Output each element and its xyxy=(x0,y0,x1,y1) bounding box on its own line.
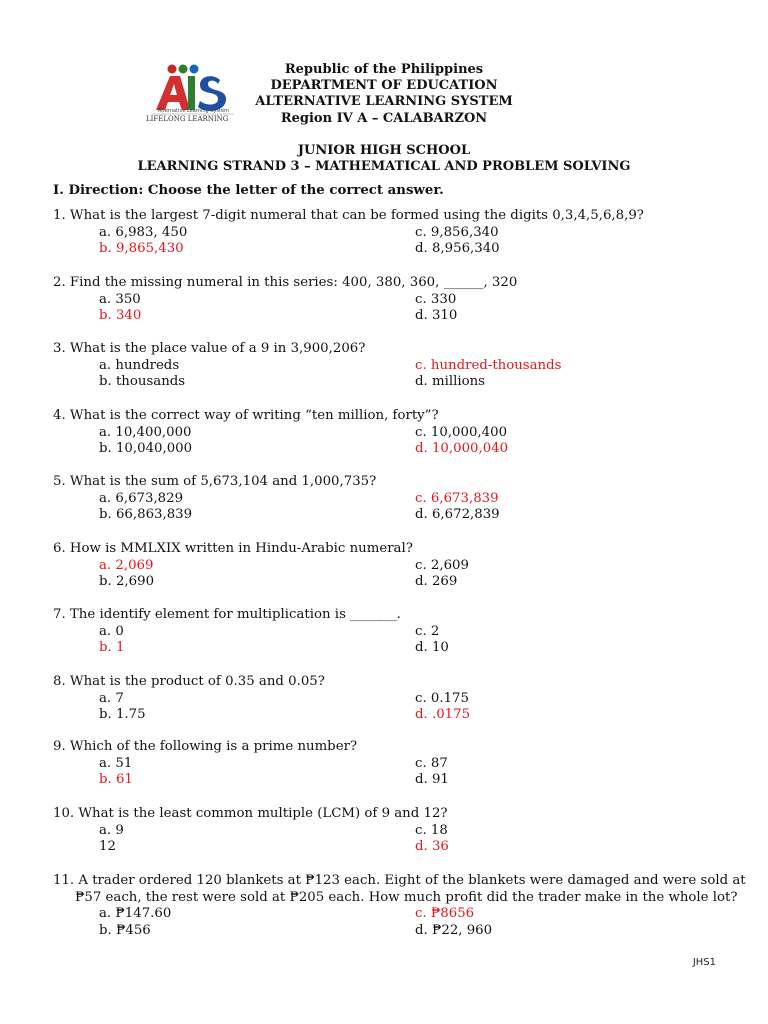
option-c: c. 87 xyxy=(415,755,448,771)
question-3 xyxy=(53,341,713,391)
header-als: ALTERNATIVE LEARNING SYSTEM xyxy=(255,94,513,110)
option-a: a. 9 xyxy=(99,822,124,838)
option-b: 12 xyxy=(99,839,116,855)
option-c: c. 330 xyxy=(415,291,457,307)
question-stem: 11. A trader ordered 120 blankets at ₱123 each. Eight of the blankets were damaged and were sold at xyxy=(53,873,746,888)
option-d: d. 269 xyxy=(415,574,458,590)
question-stem: 2. Find the missing numeral in this series: 400, 380, 360, ______, 320 xyxy=(53,275,518,290)
option-c: c. 2,609 xyxy=(415,557,469,573)
question-9 xyxy=(53,739,713,789)
option-d: d. ₱22, 960 xyxy=(415,922,493,938)
question-stem: 3. What is the place value of a 9 in 3,900,206? xyxy=(53,341,366,356)
question-stem: 7. The identify element for multiplication is _______. xyxy=(53,607,401,622)
page-footer-code: JHS1 xyxy=(692,957,716,968)
option-c: c. 2 xyxy=(415,623,440,639)
header-republic: Republic of the Philippines xyxy=(284,62,484,77)
option-c-correct: c. ₱8656 xyxy=(415,906,475,922)
option-a: a. 350 xyxy=(99,291,141,307)
option-b-correct: b. 61 xyxy=(99,772,133,788)
header-region: Region IV A – CALABARZON xyxy=(280,110,488,126)
question-7 xyxy=(53,607,713,657)
option-d: d. 6,672,839 xyxy=(415,507,500,523)
option-b-correct: b. 340 xyxy=(99,308,142,324)
option-b: b. 1.75 xyxy=(99,707,146,723)
question-2 xyxy=(53,275,713,325)
question-stem-continued: ₱57 each, the rest were sold at ₱205 each. How much profit did the trader make in the whole lot? xyxy=(75,889,738,905)
option-b: b. 2,690 xyxy=(99,574,155,590)
option-a: a. 7 xyxy=(99,690,124,706)
option-d-correct: d. 10,000,040 xyxy=(415,441,509,457)
option-c-correct: c. 6,673,839 xyxy=(415,490,499,506)
document-subheader xyxy=(0,143,768,175)
option-a: a. 51 xyxy=(99,755,133,771)
option-d-correct: d. 36 xyxy=(415,839,449,855)
header-learning-strand: LEARNING STRAND 3 – MATHEMATICAL AND PROBLEM SOLVING xyxy=(137,159,631,175)
question-stem: 4. What is the correct way of writing “ten million, forty”? xyxy=(53,408,439,423)
question-stem: 1. What is the largest 7-digit numeral that can be formed using the digits 0,3,4,5,6,8,9? xyxy=(53,208,644,223)
option-c: c. 10,000,400 xyxy=(415,424,508,440)
question-4 xyxy=(53,408,713,458)
option-d: d. 10 xyxy=(415,640,449,656)
option-a: a. hundreds xyxy=(99,357,180,373)
question-6 xyxy=(53,541,713,591)
question-8 xyxy=(53,674,713,724)
option-c: c. 18 xyxy=(415,822,448,838)
logo-tagline-small: Alternative Learning System xyxy=(158,108,229,114)
option-c-correct: c. hundred-thousands xyxy=(415,357,562,373)
question-5 xyxy=(53,474,713,524)
logo-tagline: LIFELONG LEARNING xyxy=(146,115,229,123)
option-a-correct: a. 2,069 xyxy=(99,557,154,573)
question-1 xyxy=(53,208,713,258)
option-d: d. 91 xyxy=(415,772,449,788)
document-header xyxy=(0,62,768,127)
option-b: b. 10,040,000 xyxy=(99,441,193,457)
option-a: a. ₱147.60 xyxy=(99,906,172,922)
option-a: a. 6,983, 450 xyxy=(99,224,188,240)
option-d: d. millions xyxy=(415,374,485,390)
header-school-level: JUNIOR HIGH SCHOOL xyxy=(297,143,471,158)
option-b: b. 66,863,839 xyxy=(99,507,193,523)
option-d: d. 310 xyxy=(415,308,458,324)
question-stem: 5. What is the sum of 5,673,104 and 1,000,735? xyxy=(53,474,377,489)
question-stem: 10. What is the least common multiple (LCM) of 9 and 12? xyxy=(53,806,448,821)
option-a: a. 0 xyxy=(99,623,124,639)
option-a: a. 6,673,829 xyxy=(99,490,184,506)
header-department: DEPARTMENT OF EDUCATION xyxy=(270,78,498,94)
option-a: a. 10,400,000 xyxy=(99,424,192,440)
option-d: d. 8,956,340 xyxy=(415,241,500,257)
option-c: c. 9,856,340 xyxy=(415,224,499,240)
option-d-correct: d. .0175 xyxy=(415,707,471,723)
question-stem: 8. What is the product of 0.35 and 0.05? xyxy=(53,674,325,689)
question-stem: 6. How is MMLXIX written in Hindu-Arabic numeral? xyxy=(53,541,413,556)
direction-text: I. Direction: Choose the letter of the correct answer. xyxy=(53,183,444,198)
option-b: b. ₱456 xyxy=(99,922,151,938)
option-b-correct: b. 9,865,430 xyxy=(99,241,184,257)
question-stem: 9. Which of the following is a prime number? xyxy=(53,739,358,754)
option-b: b. thousands xyxy=(99,374,186,390)
question-10 xyxy=(53,806,713,856)
option-b-correct: b. 1 xyxy=(99,640,125,656)
question-11 xyxy=(53,873,746,939)
option-c: c. 0.175 xyxy=(415,690,469,706)
